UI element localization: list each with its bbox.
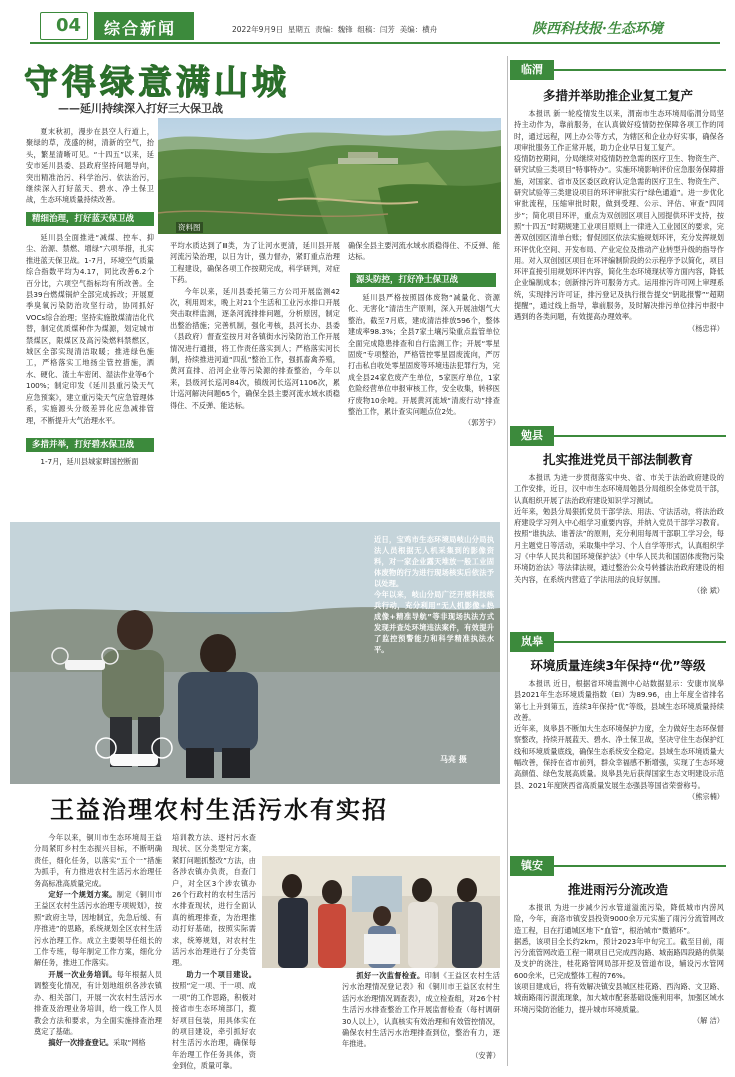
drone-caption: 近日，宝鸡市生态环境局岐山分局执法人员根据无人机采集到的影像资料，对一家企业露天堆放一般工业固体废物的行为进行现场核实后依法予以处理。 今年以来，岐山分局广泛开展科技练兵行动，充分利用“无人机影像+热成像+精准导航”等非现场执法方式发现并查处环境违法案件，有效提升了监控预警能力和科学精准执法水平。 bbox=[374, 535, 494, 654]
section-bar-clear-water: 多措并举，打好碧水保卫战 bbox=[26, 438, 154, 452]
masthead-rule bbox=[30, 42, 720, 44]
sewage-survey-text: 采取“网格 bbox=[113, 1038, 146, 1048]
feature-subtitle: ——延川持续深入打好三大保卫战 bbox=[58, 102, 223, 115]
sewage-col-3 bbox=[342, 970, 500, 1072]
sewage-h-training: 开展一次业务培训。 bbox=[48, 969, 117, 979]
tag-linwei: 临渭 bbox=[510, 60, 554, 80]
body-mianxian bbox=[514, 472, 724, 632]
tag-mianxian: 勉县 bbox=[510, 426, 554, 446]
headline-mianxian: 扎实推进党员干部法制教育 bbox=[542, 452, 693, 467]
headline-langao: 环境质量连续3年保持“优”等级 bbox=[530, 658, 706, 673]
author-zhenan: （解 洁） bbox=[692, 1015, 724, 1025]
sewage-intro: 今年以来，铜川市生态环境局王益分局紧盯乡村生态振兴目标，不断明确责任，细化任务，以落实“五个一”措施为抓手，有力推进农村生活污水治理任务高标准高质量完成。 bbox=[34, 833, 162, 888]
sewage-h-plan: 定好一个规划方案。 bbox=[48, 890, 117, 900]
drone-inspection-photo bbox=[10, 522, 500, 784]
clear-water-text-a: 平均水质达到了Ⅲ类，为了让河水更清，延川县开展河流污染治理，以日为计，强力督办，紧盯重点治理工程建设，确保各项工作按期完成，科学研判，对症下药。 bbox=[170, 241, 340, 285]
feature-col-2 bbox=[170, 240, 340, 472]
text-linwei: 本报讯 新一轮疫情发生以来，渭南市生态环境局临渭分局坚持主动作为，靠前服务，在认真做好疫情防控保障各项工作的同时，通过远程，网上办公等方式，为辖区和企业办好实事，确保各项审批服务工作正常开展，助力企业早日复工复产。 疫情防控期间，分局继续对疫情防控急需的医疗卫生、物资生产、研究试验三类项目“特事特办”。实施环境影响评价应急服务保障措施，对国家、省市及区委区政府认定急需的医疗卫生、物资生产、研究试验等三类建设项目的环评审批实行“绿色通道”。进一步优化审批流程，压缩审批时限，做到受理、公示、评估、审查“四同步”；简化项目环评，重点为双创园区项目入园提供环评支持，按照“十四五”时期规建工业项目原则上一律进入工业园区的要求，完善双创园区清单台账；督促园区依法实施规划环评，充分发挥规划环评优化空间、开发布局、产业定位及推动产业转型升级的指导作用。对入双创园区项目在环评编制阶段的公示程序予以简化，项目环评直接引用规划环评内容，简化生态环境现状等方面内容，降低企业编制成本；创新排污许可服务方式。运用排污许可网上审理系统，实现排污许可证，排污登记及执行报告提交“钥匙报警”“超期提醒”，通过线上指导，靠前服务，及时解决排污单位排污申报中遇到的各类问题，有效提高办理效率。 bbox=[514, 109, 724, 322]
sewage-plan-text: 制定《铜川市王益区农村生活污水治理专项规划》，按照“政府主导，因地制宜，先急后缓、有序推进”的思路，系统规划全区农村生活污水治理工作。成立主要领导任组长的工作专班，每年制定工作方案，细化分解任务，推进工作落实。 bbox=[34, 890, 162, 968]
body-langao bbox=[514, 678, 724, 854]
section-bar-clean-soil: 源头防控，打好净土保卫战 bbox=[350, 273, 496, 287]
sewage-h-project: 助力一个项目建设。 bbox=[186, 969, 256, 979]
headline-linwei: 多措并举助推企业复工复产 bbox=[542, 88, 693, 103]
tag-linwei-rule bbox=[554, 69, 726, 71]
text-mianxian: 本报讯 为进一步贯彻落实中央、省、市关于法治政府建设的工作安排，近日，汉中市生态环境局勉县分局组织全体党员干部，认真组织开展了法治政府建设知识学习测试。 近年来，勉县分局狠抓党员干部学法、用法、守法活动，将法治政府建设学习列入中心组学习重要内容，并纳入党员干部学习教育。按照“谁执法、谁普法”的原则，充分利用每周干部职工学习会，每月主题党日等活动，采取集中学习、个人自学等形式，认真组织学习《中华人民共和国环境保护法》《中华人民共和国固体废物污染环境防治法》等法律法规，通过整治公众号转播法治政府建设的相关内容，在系统内营造了学法用法的良好氛围。 bbox=[514, 473, 724, 584]
tag-zhenan-rule bbox=[554, 865, 726, 867]
body-zhenan bbox=[514, 902, 724, 1072]
section-name: 综合新闻 bbox=[104, 19, 177, 38]
blue-sky-text: 延川县全面推进“减煤、控车、抑尘、治源、禁燃、增绿”六项举措，扎实推进蓝天保卫战。1-7月，环境空气质量综合指数平均为4.17，同比改善6.2个百分比，六项空气指标均有所改善。全县39台燃煤锅炉全部完成拆改；开展夏季臭氧污染防治攻坚行动，协同抓好VOCs综合治理；坚持实施散煤清洁化代替，制定优质煤种作为煤源，划定城市禁煤区，限煤区及高污染燃料禁燃区，城区全部实现清洁取暖；推进绿色施工，严格落实工地扬尘管控措施，洒水、硬化、渣土车密闭、湿法作业等6个100%；制定印发《延川县重污染天气应急预案》，建立重污染天气应急管理体系，实施源头分级差异化应急减排管理，不断提升大气治理水平。 bbox=[26, 233, 154, 425]
sewage-survey-cont: 培训教方法、逐村污水查现状、区分类型定方案，紧盯问题抓整改”方法，由各涉农镇办负责，自查门户，对全区3个涉农镇办26个行政村的农村生活污水排查现状，进行全面认真的梳理排查，为治理推动打好基础，按照实际需求，统筹规划，对农村生活污水治理进行了分类管理。 bbox=[172, 833, 256, 968]
feature-col-3b bbox=[348, 292, 500, 472]
page-number: 04 bbox=[56, 15, 82, 36]
village-meeting-illustration bbox=[262, 856, 500, 968]
feature-col-3 bbox=[348, 240, 500, 262]
sewage-author: （安菁） bbox=[471, 1050, 500, 1060]
feature-intro bbox=[26, 126, 154, 212]
sewage-training-text: 每年根据人员调整变化情况，有计划地组织各涉农镇办、相关部门，开展一次农村生活污水排查及治理业务培训，给一线工作人员教会方法和要求，为全面实施排查治理奠定了基础。 bbox=[34, 969, 162, 1036]
feature-author: （郭芳宇） bbox=[464, 418, 500, 428]
sewage-inspection-text: 印制《王益区农村生活污水治理情况登记表》和《铜川市王益区农村生活污水治理情况调查表》，成立检查组，对26个村生活污水排查整治工作开展监督检查（每村调研30人以上），认真核实有效治理和有效管控情况，确保农村生活污水治理排查到位，整治有力，逐年推进。 bbox=[342, 971, 500, 1049]
text-langao: 本报讯 近日，根据省环境监测中心站数据显示：安康市岚皋县2021年生态环境质量指数（EI）为89.96，由上年度全省排名第七上升到第五，连续3年保持“优”等级，县域生态环境质量持续改善。 近年来，岚皋县不断加大生态环境保护力度，全力做好生态环保督察整改，持续开展蓝天、碧水、净土保卫战，坚决守住生态保护红线和环境质量底线，确保生态系统安全稳定。县域生态环境质量大幅改善，保持在省市前列，群众幸福感不断增强，实现了生态环境高颜值、绿色发展高质量。岚皋县先后获得国家生态文明建设示范县、2021年度陕西省高质量发展生态强县等国省荣誉称号。 bbox=[514, 679, 724, 790]
feature-col-1b bbox=[26, 456, 154, 472]
terrace-hills-photo bbox=[158, 118, 501, 234]
intro-text: 夏末秋初，漫步在县空人行道上，聚绿的草，茂盛的树，清新的空气，抬头，繁星清晰可见。“十四五”以来，延安市延川县委、县政府坚持问题导向，突出精准治污、科学治污、依法治污，继续深入打好蓝天、碧水、净土保卫战，生态环境质量持续改善。 bbox=[26, 127, 154, 205]
tag-mianxian-rule bbox=[554, 435, 726, 437]
photo-caption: 资料图 bbox=[178, 223, 201, 232]
sewage-col-2 bbox=[172, 832, 256, 1072]
village-meeting-photo bbox=[262, 856, 500, 968]
feature-col-1 bbox=[26, 232, 154, 437]
sewage-col-1 bbox=[34, 832, 162, 1072]
sewage-title: 王益治理农村生活污水有实招 bbox=[50, 795, 388, 824]
sewage-h-survey: 搞好一次排查登记。 bbox=[48, 1038, 114, 1048]
headline-zhenan: 推进雨污分流改造 bbox=[567, 882, 668, 897]
text-zhenan: 本报讯 为进一步减少污水管道溢流污染，降低城市内涝风险，今年，商洛市镇安县投资9000余万元实施了雨污分流管网改造工程，目在打通城区地下“血管”，根治城市“微循环”。 据悉，该项目全长约2km，预计2023年中旬完工。截至目前，雨污分流管网改造工程一期项目已完成西沟路、城南路四段路的供渠及支护的浇注，桂花路管网局部开挖及管道布设，辅设污水管网600余米，已完成整体工程的76%。 该项目建成后，将有效解决镇安县城区桂花路、西沟路、文卫路、城南路雨污混流现象，加大城市配套基础设施利用率，加强区域水环境污染防治能力，提升城市环境质量。 bbox=[514, 903, 724, 1014]
tag-zhenan: 镇安 bbox=[510, 856, 554, 876]
right-column-divider bbox=[507, 56, 508, 1066]
tag-langao: 岚皋 bbox=[510, 632, 554, 652]
brand-title: 陕西科技报·生态环境 bbox=[532, 21, 663, 37]
sewage-h-inspection: 抓好一次监督检查。 bbox=[356, 971, 425, 980]
masthead bbox=[0, 0, 735, 44]
clear-water-text-b: 今年以来，延川县委托第三方公司开展监测42次，利用周末，晚上对21个生活和工业污水排口开展突击取样监测，逐条河流排排问题，分析原因，制定出整治措施；完善机制，强化考核，县河长办、县委（县政府）督查室按月对各镇街水污染防治工作开展情况进行通报，将工作责任落实到人；严格落实河长制，持续推进河道“四乱”整治工作，强抓畜禽养殖，黄河直排、沿河企业等污染源的排查整治，今年以来，县级河长巡河84次，镇级河长巡河1106次，累计巡河解决问题65个，确保全县主要河流水域水质稳得住、不反弹、能达标。 bbox=[170, 286, 340, 410]
issue-meta: 2022年9月9日 星期五 责编：魏锋 组稿：闫芳 美编：横舟 bbox=[232, 25, 438, 34]
clear-water-start: 1-7月，延川县城家畔国控断面 bbox=[40, 457, 139, 466]
author-langao: （熊宗楠） bbox=[688, 791, 724, 801]
author-linwei: （杨忠祥） bbox=[688, 323, 724, 333]
terrace-hills-illustration bbox=[158, 118, 501, 234]
clean-soil-text: 延川县严格按照固体废物“减量化、资源化、无害化”清洁生产原则，深入开展油烟气大整治，截至7月底，建成清洁排放596个，整体建成率98.3%；全县7家土壤污染重点监管单位全面完成隐患排查和自行监测工作；开展“零星固废”专项整治，严格管控零星固废流向，严厉打击私自收处零星固废等环境违法犯罪行为，完成全县24家危废产生单位，5家医疗单位，1家危险经营单位申报审核工作，安全收集，转移医疗废物10余吨。开展黄河流域“清废行动”排查整治工作，累计查实问题点位2处。 bbox=[348, 293, 500, 417]
body-linwei bbox=[514, 108, 724, 416]
author-mianxian: （徐 斌） bbox=[692, 585, 724, 595]
clear-water-end: 确保全县主要河流水域水质稳得住、不反弹、能达标。 bbox=[348, 241, 500, 262]
section-bar-blue-sky: 精细治理，打好蓝天保卫战 bbox=[26, 212, 154, 226]
drone-author: 马亮 摄 bbox=[440, 755, 467, 764]
feature-title: 守得绿意满山城 bbox=[24, 63, 290, 103]
tag-langao-rule bbox=[554, 641, 726, 643]
sewage-project-text: 按照“定一项、干一项、成一项”的工作思路，积极对接省市生态环境部门，揽好项目包装，用具体实在的项目建设，牵引抓好农村生活污水治理，确保每年治理工作任务具体，资金到位，质量可靠。 bbox=[172, 981, 256, 1071]
